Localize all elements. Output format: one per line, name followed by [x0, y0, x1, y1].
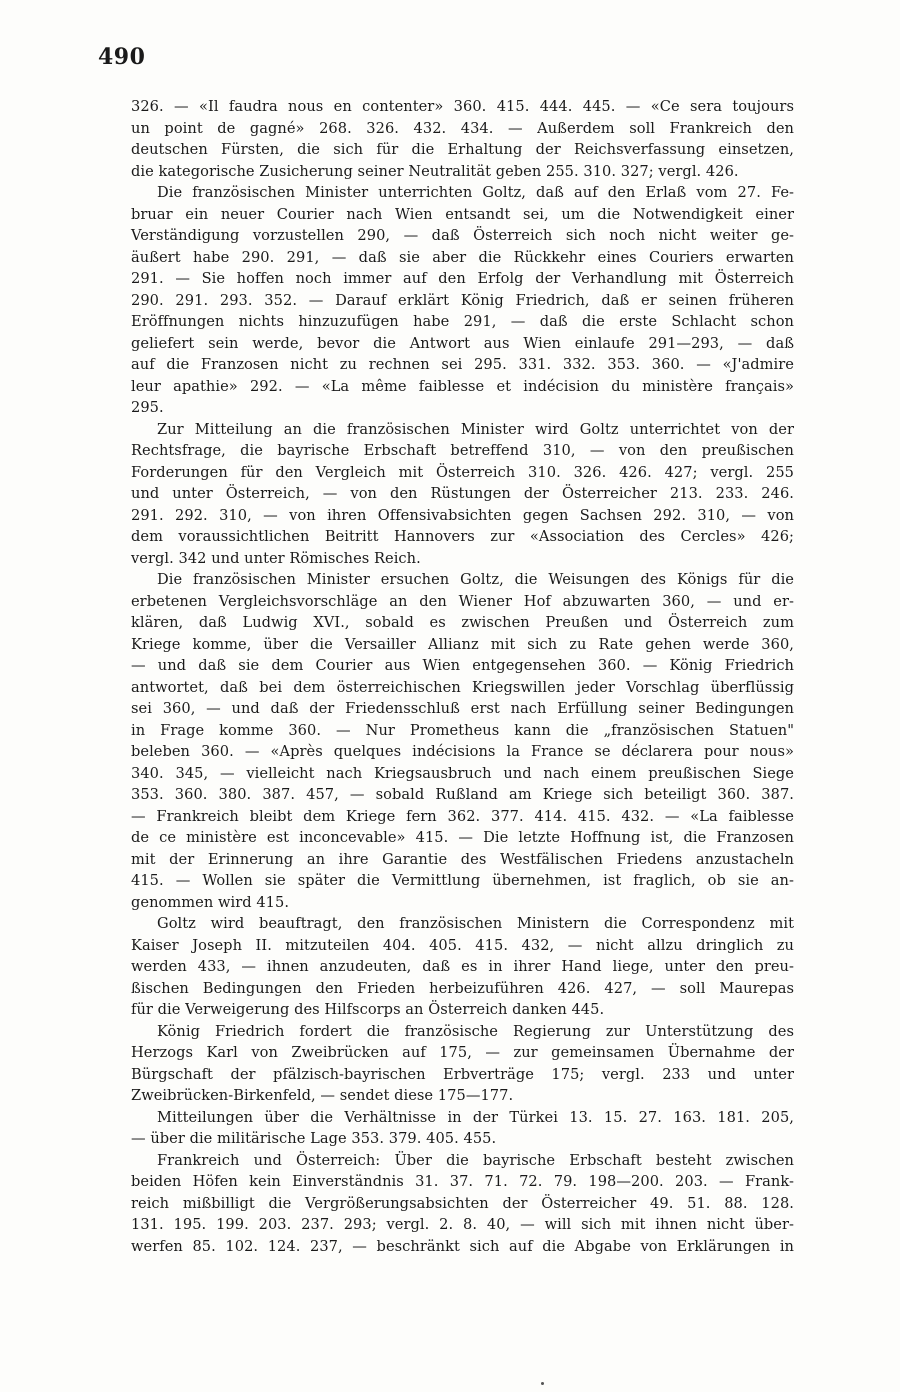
text-line: werfen 85. 102. 124. 237, — beschränkt sich auf die Abgabe von Erklärungen in	[131, 1237, 794, 1255]
scan-speck	[541, 1382, 544, 1385]
text-line: geliefert sein werde, bevor die Antwort aus Wien einlaufe 291—293, — daß	[131, 334, 794, 352]
text-line: deutschen Fürsten, die sich für die Erhaltung der Reichsverfassung einsetzen,	[131, 141, 794, 158]
text-line: Mitteilungen über die Verhältnisse in der Türkei 13. 15. 27. 163. 181. 205,	[157, 1108, 794, 1126]
text-line: Kriege komme, über die Versailler Allianz mit sich zu Rate gehen werde 360,	[131, 635, 794, 653]
text-line: un point de gagné» 268. 326. 432. 434. — Außerdem soll Frankreich den	[131, 119, 794, 137]
text-line: beiden Höfen kein Einverständnis 31. 37. 71. 72. 79. 198—200. 203. — Frank-	[131, 1173, 794, 1190]
text-line: dem voraussichtlichen Beitritt Hannovers zur «Association des Cercles» 426;	[131, 528, 794, 545]
text-line: bruar ein neuer Courier nach Wien entsandt sei, um die Notwendigkeit einer	[131, 205, 794, 223]
text-line: werden 433, — ihnen anzudeuten, daß es in ihrer Hand liege, unter den preu-	[131, 958, 794, 975]
text-line: mit der Erinnerung an ihre Garantie des Westfälischen Friedens anzustacheln	[131, 850, 794, 868]
text-line: de ce ministère est inconcevable» 415. — Die letzte Hoffnung ist, die Franzosen	[131, 829, 794, 846]
text-line: 340. 345, — vielleicht nach Kriegsausbruch und nach einem preußischen Siege	[131, 764, 794, 782]
text-line: Die französischen Minister ersuchen Goltz, die Weisungen des Königs für die	[157, 571, 794, 588]
text-line: leur apathie» 292. — «La même faiblesse et indécision du ministère français»	[131, 377, 794, 395]
text-line: Frankreich und Österreich: Über die bayrische Erbschaft besteht zwischen	[157, 1151, 794, 1169]
text-line: 326. — «Il faudra nous en contenter» 360. 415. 444. 445. — «Ce sera toujours	[131, 98, 794, 115]
text-line: antwortet, daß bei dem österreichischen Kriegswillen jeder Vorschlag überflüssig	[131, 678, 794, 696]
text-line: Kaiser Joseph II. mitzuteilen 404. 405. 415. 432, — nicht allzu dringlich zu	[131, 936, 794, 954]
text-line: Bürgschaft der pfälzisch-bayrischen Erbverträge 175; vergl. 233 und unter	[131, 1065, 794, 1083]
text-line: beleben 360. — «Après quelques indécisions la France se déclarera pour nous»	[131, 743, 794, 760]
text-line: — Frankreich bleibt dem Kriege fern 362. 377. 414. 415. 432. — «La faiblesse	[131, 807, 794, 825]
text-line: reich mißbilligt die Vergrößerungsabsichten der Österreicher 49. 51. 88. 128.	[131, 1194, 794, 1212]
text-line: Die französischen Minister unterrichten Goltz, daß auf den Erlaß vom 27. Fe-	[157, 184, 794, 201]
text-line: die kategorische Zusicherung seiner Neutralität geben 255. 310. 327; vergl. 426.	[131, 162, 739, 180]
text-line: 131. 195. 199. 203. 237. 293; vergl. 2. 8. 40, — will sich mit ihnen nicht über-	[131, 1216, 794, 1233]
text-line: 290. 291. 293. 352. — Darauf erklärt König Friedrich, daß er seinen früheren	[131, 291, 794, 309]
text-line: Eröffnungen nichts hinzuzufügen habe 291, — daß die erste Schlacht schon	[131, 313, 794, 330]
text-line: klären, daß Ludwig XVI., sobald es zwischen Preußen und Österreich zum	[131, 614, 794, 631]
text-line: Forderungen für den Vergleich mit Österreich 310. 326. 426. 427; vergl. 255	[131, 463, 794, 481]
text-line: König Friedrich fordert die französische Regierung zur Unterstützung des	[157, 1022, 794, 1040]
text-line: genommen wird 415.	[131, 893, 290, 911]
text-line: Zweibrücken-Birkenfeld, — sendet diese 175—177.	[131, 1087, 514, 1104]
text-line: Herzogs Karl von Zweibrücken auf 175, — zur gemeinsamen Übernahme der	[131, 1044, 794, 1061]
text-line: ßischen Bedingungen den Frieden herbeizuführen 426. 427, — soll Maurepas	[131, 979, 794, 997]
text-line: Rechtsfrage, die bayrische Erbschaft betreffend 310, — von den preußischen	[131, 442, 794, 459]
text-line: für die Verweigerung des Hilfscorps an Österreich danken 445.	[131, 1001, 605, 1018]
text-line: 415. — Wollen sie später die Vermittlung übernehmen, ist fraglich, ob sie an-	[131, 872, 794, 889]
text-line: vergl. 342 und unter Römisches Reich.	[131, 549, 421, 567]
text-line: Goltz wird beauftragt, den französischen Ministern die Correspondenz mit	[157, 915, 794, 932]
text-line: äußert habe 290. 291, — daß sie aber die Rückkehr eines Couriers erwarten	[131, 248, 794, 266]
text-line: auf die Franzosen nicht zu rechnen sei 295. 331. 332. 353. 360. — «J'admire	[131, 356, 794, 373]
text-line: und unter Österreich, — von den Rüstungen der Österreicher 213. 233. 246.	[131, 485, 794, 502]
text-line: 295.	[131, 399, 164, 416]
index-text-body	[131, 96, 794, 1257]
text-line: — und daß sie dem Courier aus Wien entgegensehen 360. — König Friedrich	[131, 657, 794, 674]
text-line: 353. 360. 380. 387. 457, — sobald Rußland am Kriege sich beteiligt 360. 387.	[131, 786, 794, 803]
text-line: 291. — Sie hoffen noch immer auf den Erfolg der Verhandlung mit Österreich	[131, 270, 794, 287]
text-line: erbetenen Vergleichsvorschläge an den Wiener Hof abzuwarten 360, — und er-	[131, 592, 794, 610]
text-line: Zur Mitteilung an die französischen Minister wird Goltz unterrichtet von der	[157, 420, 794, 438]
text-line: — über die militärische Lage 353. 379. 405. 455.	[131, 1130, 497, 1147]
text-line: in Frage komme 360. — Nur Prometheus kann die „französischen Statuen"	[131, 721, 794, 739]
text-line: Verständigung vorzustellen 290, — daß Österreich sich noch nicht weiter ge-	[131, 227, 794, 244]
page-number: 490	[98, 44, 146, 70]
text-line: 291. 292. 310, — von ihren Offensivabsichten gegen Sachsen 292. 310, — von	[131, 506, 794, 524]
text-line: sei 360, — und daß der Friedensschluß erst nach Erfüllung seiner Bedingungen	[131, 700, 794, 717]
